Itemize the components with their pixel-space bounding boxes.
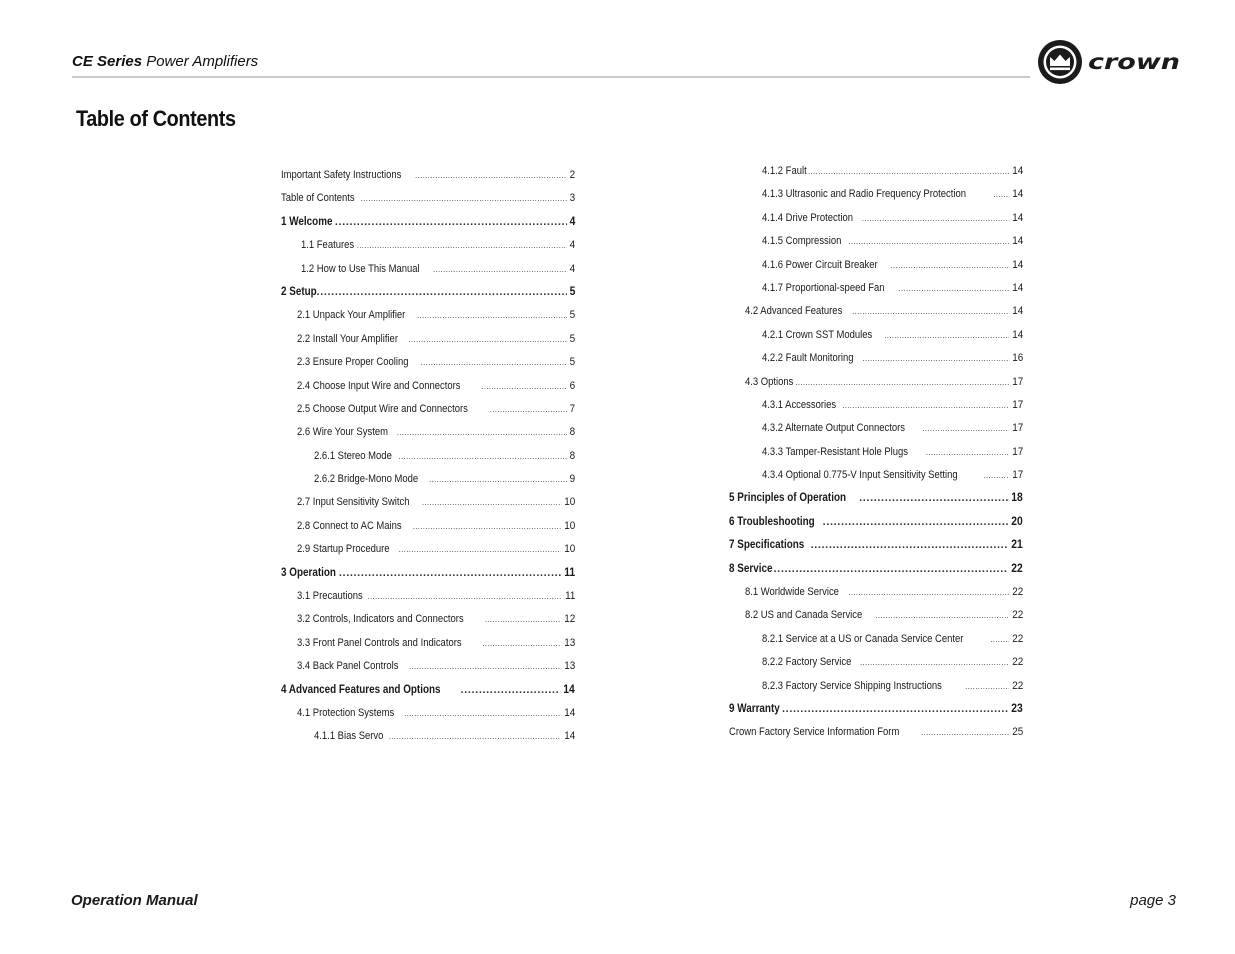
toc-entry-page: 13 (563, 660, 575, 673)
toc-entry[interactable] (729, 487, 1023, 510)
toc-entry-label: 8.2.3 Factory Service Shipping Instructions (762, 679, 942, 692)
toc-entry[interactable] (281, 491, 575, 514)
toc-entry-page: 16 (1011, 352, 1023, 365)
toc-entry[interactable] (281, 328, 575, 351)
series-subtitle: Power Amplifiers (142, 53, 259, 70)
toc-entry-page: 7 (569, 402, 575, 415)
toc-dot-leader (357, 234, 567, 257)
toc-dot-leader (921, 721, 1009, 744)
toc-entry[interactable] (729, 581, 1023, 604)
toc-entry-page: 14 (1011, 235, 1023, 248)
toc-dot-leader (862, 347, 1008, 370)
toc-entry-label: 2.8 Connect to AC Mains (297, 519, 402, 532)
toc-dot-leader (926, 441, 1009, 464)
toc-entry-label: 3.1 Precautions (297, 590, 363, 603)
toc-entry[interactable] (281, 211, 575, 234)
toc-dot-leader (433, 258, 567, 281)
toc-entry-label: 2.3 Ensure Proper Cooling (297, 356, 409, 369)
toc-entry-label: 5 Principles of Operation (729, 492, 847, 505)
toc-entry-label: 1.1 Features (301, 239, 355, 252)
toc-entry-page: 8 (569, 449, 575, 462)
toc-entry-page: 17 (1011, 469, 1023, 482)
toc-dot-leader (404, 702, 561, 725)
toc-entry-page: 11 (564, 590, 575, 603)
toc-dot-leader (461, 679, 561, 702)
toc-entry-page: 11 (564, 566, 575, 579)
toc-entry-label: 2 Setup (281, 285, 317, 298)
toc-entry-label: 4.1.5 Compression (762, 235, 842, 248)
toc-entry-page: 17 (1011, 375, 1023, 388)
toc-dot-leader (848, 230, 1008, 253)
toc-dot-leader (782, 698, 1008, 721)
footer-page-number: page 3 (1130, 892, 1176, 909)
toc-entry[interactable] (281, 585, 575, 608)
toc-entry-label: 3.3 Front Panel Controls and Indicators (297, 636, 462, 649)
toc-entry-page: 22 (1011, 609, 1023, 622)
toc-dot-leader (399, 538, 561, 561)
toc-entry[interactable] (729, 628, 1023, 651)
toc-entry-page: 8 (569, 426, 575, 439)
toc-entry-page: 14 (1011, 305, 1023, 318)
toc-column-left (281, 164, 575, 749)
toc-entry-page: 12 (563, 613, 575, 626)
toc-entry-page: 14 (1011, 211, 1023, 224)
toc-dot-leader (482, 632, 560, 655)
toc-entry-page: 6 (569, 379, 575, 392)
toc-entry-page: 5 (569, 332, 575, 345)
toc-entry-page: 14 (1011, 328, 1023, 341)
toc-entry-label: 4.3.1 Accessories (762, 398, 837, 411)
toc-entry[interactable] (729, 721, 1023, 744)
toc-entry-label: 1.2 How to Use This Manual (301, 262, 420, 275)
toc-entry-label: 8.2 US and Canada Service (745, 609, 863, 622)
toc-dot-leader (898, 277, 1008, 300)
toc-entry-page: 3 (569, 192, 575, 205)
toc-dot-leader (875, 604, 1008, 627)
toc-entry[interactable] (281, 398, 575, 421)
toc-entry[interactable] (281, 655, 575, 678)
toc-dot-leader (317, 281, 567, 304)
toc-entry-label: 3 Operation (281, 566, 336, 579)
toc-entry-label: 6 Troubleshooting (729, 515, 815, 528)
toc-entry[interactable] (281, 164, 575, 187)
toc-entry-page: 5 (569, 285, 575, 298)
toc-entry-page: 2 (569, 169, 575, 181)
toc-entry[interactable] (729, 441, 1023, 464)
toc-entry-page: 22 (1011, 656, 1023, 669)
toc-entry-page: 18 (1011, 492, 1023, 505)
toc-entry[interactable] (281, 608, 575, 631)
toc-entry[interactable] (729, 604, 1023, 627)
toc-entry-label: 4.2.2 Fault Monitoring (762, 352, 854, 365)
toc-dot-leader (409, 655, 561, 678)
toc-entry-page: 4 (569, 239, 575, 252)
toc-entry[interactable] (729, 183, 1023, 206)
toc-entry[interactable] (729, 277, 1023, 300)
toc-entry-page: 21 (1011, 539, 1023, 552)
toc-entry-label: 2.6.1 Stereo Mode (314, 449, 392, 462)
toc-entry-page: 10 (563, 543, 575, 556)
toc-entry[interactable] (729, 230, 1023, 253)
toc-dot-leader (990, 628, 1009, 651)
toc-entry[interactable] (729, 511, 1023, 534)
toc-dot-leader (422, 491, 561, 514)
toc-entry-label: 4 Advanced Features and Options (281, 683, 441, 696)
toc-entry-label: 8.1 Worldwide Service (745, 586, 839, 599)
toc-dot-leader (852, 300, 1009, 323)
toc-entry[interactable] (281, 679, 575, 702)
toc-entry[interactable] (281, 725, 575, 748)
toc-entry-page: 13 (563, 636, 575, 649)
toc-entry-label: 4.3 Options (745, 375, 794, 388)
toc-entry-page: 14 (563, 706, 575, 719)
toc-entry-page: 20 (1011, 515, 1023, 528)
toc-entry-page: 22 (1011, 586, 1023, 599)
toc-entry[interactable] (281, 258, 575, 281)
toc-entry-label: 2.5 Choose Output Wire and Connectors (297, 402, 468, 415)
toc-entry[interactable] (729, 394, 1023, 417)
toc-dot-leader (823, 511, 1009, 534)
toc-entry-label: 2.6 Wire Your System (297, 426, 388, 439)
header-series-title (72, 53, 258, 70)
toc-entry-label: 8.2.1 Service at a US or Canada Service Center (762, 632, 964, 645)
toc-entry-label: Important Safety Instructions (281, 169, 402, 181)
toc-dot-leader (842, 394, 1009, 417)
toc-entry-label: 4.2 Advanced Features (745, 305, 843, 318)
toc-entry-label: 4.3.3 Tamper-Resistant Hole Plugs (762, 445, 909, 458)
toc-entry-label: 7 Specifications (729, 539, 805, 552)
toc-entry[interactable] (281, 632, 575, 655)
toc-entry[interactable] (281, 515, 575, 538)
toc-entry-label: 4.1.2 Fault (762, 165, 807, 177)
toc-column-right (729, 160, 1023, 745)
toc-entry-page: 10 (563, 496, 575, 509)
toc-dot-leader (862, 207, 1009, 230)
toc-entry-page: 23 (1011, 702, 1023, 715)
toc-entry-label: 2.1 Unpack Your Amplifier (297, 309, 406, 322)
toc-entry-label: 4.1 Protection Systems (297, 706, 395, 719)
toc-dot-leader (429, 468, 567, 491)
toc-entry-page: 5 (569, 309, 575, 322)
toc-dot-leader (415, 164, 567, 187)
toc-entry[interactable] (281, 234, 575, 257)
toc-entry[interactable] (729, 417, 1023, 440)
toc-entry[interactable] (281, 375, 575, 398)
toc-dot-leader (417, 304, 567, 327)
toc-entry[interactable] (281, 468, 575, 491)
toc-entry[interactable] (729, 324, 1023, 347)
toc-dot-leader (339, 562, 561, 585)
toc-dot-leader (859, 487, 1008, 510)
toc-entry-page: 10 (563, 519, 575, 532)
toc-entry-page: 14 (563, 730, 575, 743)
toc-entry-label: Crown Factory Service Information Form (729, 726, 900, 739)
toc-entry-label: 2.4 Choose Input Wire and Connectors (297, 379, 461, 392)
toc-entry[interactable] (281, 562, 575, 585)
series-name: CE Series (72, 53, 143, 70)
toc-entry-page: 17 (1011, 422, 1023, 435)
toc-entry-page: 25 (1011, 726, 1023, 739)
toc-entry[interactable] (729, 651, 1023, 674)
toc-dot-leader (922, 417, 1008, 440)
toc-entry-label: 4.1.3 Ultrasonic and Radio Frequency Protection (762, 188, 967, 201)
toc-entry-page: 14 (563, 683, 575, 696)
header-rule (72, 76, 1030, 78)
toc-entry[interactable] (729, 534, 1023, 557)
toc-entry-label: 2.7 Input Sensitivity Switch (297, 496, 410, 509)
toc-entry[interactable] (281, 281, 575, 304)
toc-entry-label: 3.2 Controls, Indicators and Connectors (297, 613, 464, 626)
toc-entry[interactable] (281, 304, 575, 327)
toc-entry-page: 14 (1011, 188, 1023, 201)
toc-dot-leader (367, 585, 561, 608)
toc-dot-leader (993, 183, 1009, 206)
toc-entry-label: 4.1.4 Drive Protection (762, 211, 853, 224)
toc-dot-leader (891, 254, 1009, 277)
toc-entry-label: 8.2.2 Factory Service (762, 656, 852, 669)
toc-entry[interactable] (281, 538, 575, 561)
toc-entry-page: 22 (1011, 562, 1023, 575)
toc-entry-page: 14 (1011, 281, 1023, 294)
toc-entry-label: 4.1.1 Bias Servo (314, 730, 384, 743)
toc-entry-label: 2.6.2 Bridge-Mono Mode (314, 473, 419, 486)
toc-entry-page: 9 (569, 473, 575, 486)
toc-entry[interactable] (281, 351, 575, 374)
toc-dot-leader (421, 351, 567, 374)
toc-entry[interactable] (281, 421, 575, 444)
toc-entry-page: 17 (1011, 445, 1023, 458)
toc-entry[interactable] (729, 207, 1023, 230)
toc-entry-label: 4.3.4 Optional 0.775-V Input Sensitivity Setting (762, 469, 958, 482)
toc-entry-page: 14 (1011, 258, 1023, 271)
toc-entry-label: 2.9 Startup Procedure (297, 543, 390, 556)
toc-entry-page: 22 (1011, 632, 1023, 645)
toc-dot-leader (808, 160, 1009, 183)
crown-logo (1036, 38, 1186, 86)
toc-entry[interactable] (729, 675, 1023, 698)
toc-entry-page: 4 (569, 215, 575, 228)
crown-logo-wordmark: crown (1088, 50, 1180, 74)
page-title: Table of Contents (76, 106, 236, 131)
footer-manual-title: Operation Manual (71, 892, 198, 909)
toc-dot-leader (860, 651, 1009, 674)
toc-dot-leader (774, 558, 1009, 581)
toc-entry-label: 4.1.6 Power Circuit Breaker (762, 258, 878, 271)
toc-entry[interactable] (729, 698, 1023, 721)
toc-entry-label: 3.4 Back Panel Controls (297, 660, 399, 673)
toc-dot-leader (413, 515, 561, 538)
toc-entry[interactable] (729, 347, 1023, 370)
toc-entry[interactable] (281, 187, 575, 210)
toc-entry-page: 22 (1011, 679, 1023, 692)
toc-dot-leader (389, 725, 561, 748)
toc-entry-label: 4.2.1 Crown SST Modules (762, 328, 873, 341)
toc-entry-label: 4.1.7 Proportional-speed Fan (762, 281, 885, 294)
toc-entry[interactable] (729, 254, 1023, 277)
toc-entry-label: 2.2 Install Your Amplifier (297, 332, 398, 345)
toc-dot-leader (335, 211, 567, 234)
toc-entry-label: 9 Warranty (729, 702, 780, 715)
toc-dot-leader (848, 581, 1009, 604)
toc-entry[interactable] (281, 702, 575, 725)
toc-dot-leader (481, 375, 567, 398)
toc-entry-page: 5 (569, 356, 575, 369)
toc-dot-leader (397, 421, 567, 444)
toc-entry-label: 4.3.2 Alternate Output Connectors (762, 422, 906, 435)
toc-entry-label: 1 Welcome (281, 215, 333, 228)
toc-entry[interactable] (729, 371, 1023, 394)
toc-entry-page: 4 (569, 262, 575, 275)
toc-entry[interactable] (281, 445, 575, 468)
toc-entry-label: 8 Service (729, 562, 773, 575)
toc-dot-leader (965, 675, 1009, 698)
toc-dot-leader (485, 608, 561, 631)
toc-dot-leader (811, 534, 1009, 557)
toc-entry[interactable] (729, 558, 1023, 581)
toc-dot-leader (399, 445, 567, 468)
toc-dot-leader (795, 371, 1008, 394)
toc-dot-leader (884, 324, 1009, 347)
toc-entry-page: 14 (1011, 165, 1023, 177)
toc-entry-page: 17 (1011, 398, 1023, 411)
toc-dot-leader (361, 187, 567, 210)
toc-dot-leader (490, 398, 567, 421)
toc-dot-leader (408, 328, 566, 351)
toc-entry[interactable] (729, 300, 1023, 323)
toc-entry[interactable] (729, 464, 1023, 487)
toc-entry[interactable] (729, 160, 1023, 183)
toc-dot-leader (983, 464, 1008, 487)
toc-entry-label: Table of Contents (281, 192, 355, 205)
